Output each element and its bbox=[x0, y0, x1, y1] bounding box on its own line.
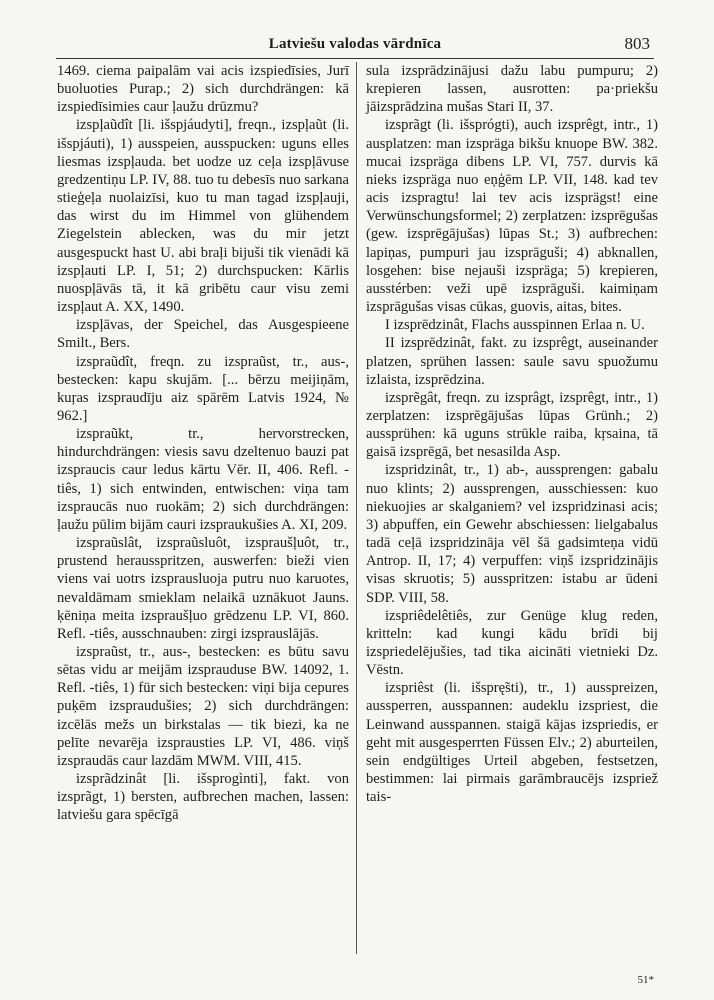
entry-izspragt: izsprãgt (li. išsprógti), auch izsprêgt, intr., 1) ausplatzen: man izspräga bikšu knuope BW. 382. mucai izspräga dibens LP. VI, 757. durvis kā nieks izspräga nuo eņģēm LP. VII, 148. kad tev acis izspragtu! lai tev acis izsprägst! eine Verwünschungsformel; 2) zerplatzen: izsprēgušas (gew. izsprēgājušas) lūpas St.; 3) aufbrechen: lapiņas, pumpuri jau izsprāguši; 4) abknallen, losgehen: bise nejauši izspräga; 5) krepieren, ausstérben: veži upē izsprāguši. kaimiņam izsprāgušas visas cūkas, guovis, aitas, bites. bbox=[366, 117, 658, 316]
entry-izspriest: izspriêst (li. išsprę̃sti), tr., 1) ausspreizen, aussperren, ausspannen: audeklu izspriest, die Leinwand ausspannen. staigā kājas izspriedis, er geht mit ausgesperrten Füssen Elv.; 2) aburteilen, sein endgültiges Urteil abgeben, festsetzen, bestimmen: lai pirmais garāmbraucējs izspriež tais- bbox=[366, 680, 658, 806]
entry-izspraudit: izspraũdît, freqn. zu izspraũst, tr., aus-, bestecken: kapu skujām. [... bērzu meijiņām, kuŗas izspraudīju aiz spārēm Latvis 1924, № 962.] bbox=[57, 353, 349, 424]
entry-izspriedeleties: izspriêdelêtiês, zur Genüge klug reden, kritteln: kad kungi kādu brīdi bij izspriedelējušies, tad tika aicināti vietnieki Dz. Vēstn. bbox=[366, 607, 658, 679]
entry-izspredzinat-1: I izsprēdzinât, Flachs ausspinnen Erlaa n. U. bbox=[384, 317, 645, 334]
entry-izspraust: izspraũst, tr., aus-, bestecken: es būtu savu sētas vidu ar meijām izsprauduse BW. 14092, 1. Refl. -tiês, 1) für sich bestecken: viņi bija cepures puķēm izspraudušies; 2) sich durchdrängen: izcēlās mežs un birkstalas — tik biezi, ka ne pelīte nevarēja izsprausties LP. VI, 486. viņš izspraudās caur lazdām MWM. VIII, 415. bbox=[57, 644, 349, 769]
page-number: 803 bbox=[624, 34, 650, 53]
entry-continuation: sula izsprādzinājusi dažu labu pumpuru; 2) krepieren lassen, ausrotten: pa·priekšu jāizsprādzina mušas Stari II, 37. bbox=[366, 63, 658, 116]
left-column bbox=[57, 62, 349, 825]
entry-izsplaudit: izspļaũdît [li. išspjáudyti], freqn., izspļaũt (li. išspjáuti), 1) ausspeien, ausspucken: uguns elles liesmas izspļauda. bet uodze uz ceļa izspļāvuse gredzentiņu LP. IV, 88. tuo tu debesīs nuo sarkana stieģeļa nuolaizīsi, kuo tu man tagad izspļauji, das wirst du im Himmel von glühendem Ziegelstein ablecken, was du mir jetzt ausgespuckt hast U. abi braļi bijuši tik vienādi kā izspļauti LP. I, 51; 2) durchspucken: Kārlis nuospļāvās tā, it kā gribētu caur visu zemi izspļaut A. XX, 1490. bbox=[57, 117, 349, 316]
entry-izspridzinat: izspridzinât, tr., 1) ab-, aussprengen: gabalu nuo klints; 2) aussprengen, ausschiessen: kuo niekuojies ar skalganiem? vel izspridzinasi acis; 3) abpuffen, ein Gewehr abschiessen: lielgabalus tadā ceļā izspridzināja vēl šā gadsimteņa vidū Antrop. II, 17; 4) verpuffen: viņš izspridzinājis visas skruotis; 5) ausspritzen: istabu ar ūdeni SDP. VIII, 58. bbox=[366, 462, 658, 606]
entry-izsprauslat: izspraũslât, izspraũsluôt, izspraušļuôt, tr., prustend herausspritzen, auswerfen: bieži vien viens vai uotrs izsprausluoja putru nuo karuotes, nevaldāmam smieklam nelaikā uznākuot Jauns. ķēniņa meita izspraušļuo grēdzenu LP. VI, 860. Refl. -tiês, ausschnauben: zirgi izsprauslājās. bbox=[57, 535, 349, 642]
entry-izspraukt: izspraũkt, tr., hervorstrecken, hindurchdrängen: viesis savu dzeltenuo bauzi pat izspraucis caur ledus kārtu Vēr. II, 406. Refl. -tiês, 1) sich entwinden, entwischen: viņa tam izspraucās nuo ruokām; 2) sich durchdrängen: ļaužu pūlim bijām cauri izspraukušies A. XI, 209. bbox=[57, 426, 349, 533]
right-column bbox=[366, 62, 658, 806]
entry-izsplavas: izspļāvas, der Speichel, das Ausgespieene Smilt., Bers. bbox=[57, 317, 349, 352]
running-head bbox=[60, 34, 650, 56]
header-rule bbox=[56, 58, 654, 59]
signature-mark: 51* bbox=[637, 974, 654, 986]
page-title: Latviešu valodas vārdnīca bbox=[268, 36, 442, 52]
entry-izspregat: izsprẽgât, freqn. zu izsprâgt, izsprêgt, intr., 1) zerplatzen: izsprēgājušas lūpas Grünh.; 2) aussprühen: kā uguns strūkle raiba, kŗsaina, tā gaisā izsprēgā, bet nesasilda Asp. bbox=[366, 389, 658, 461]
entry-continuation: 1469. ciema paipalām vai acis izspiedīsies, Jurī buoluoties Purap.; 2) sich durchdrängen: kā izspiedīsimies caur ļaužu drūzmu? bbox=[57, 63, 349, 116]
entry-izspredzinat-2: II izsprēdzinât, fakt. zu izsprêgt, auseinander platzen, sprühen lassen: saule savu spuožumu izlaista, izsprēdzina. bbox=[366, 335, 658, 388]
entry-izspradzinat: izsprãdzinât [li. išsprogìnti], fakt. von izsprãgt, 1) bersten, aufbrechen machen, lassen: latviešu gara spēcīgā bbox=[57, 771, 349, 824]
column-divider bbox=[356, 62, 357, 954]
